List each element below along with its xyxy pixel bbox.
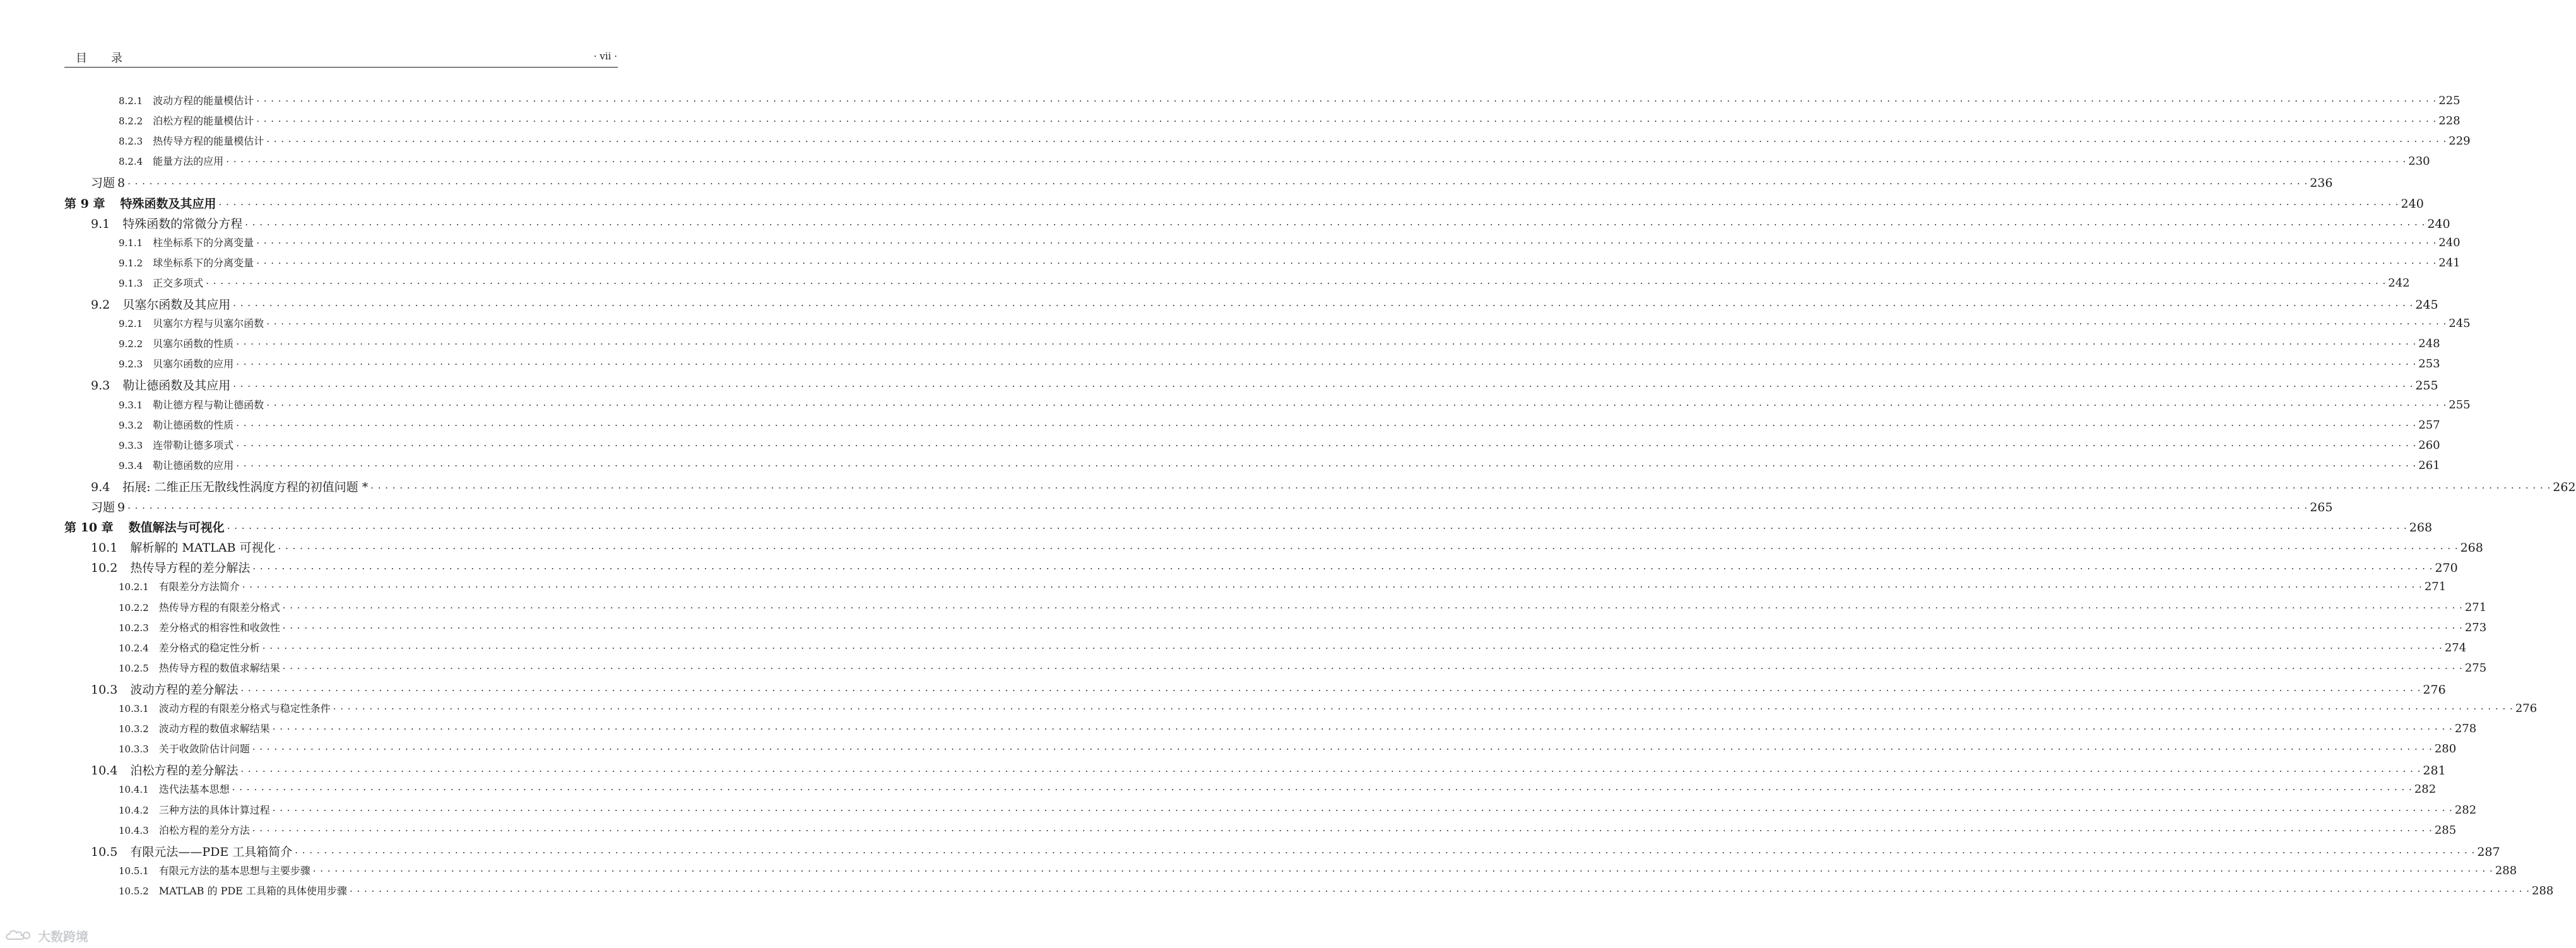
dot-leader: · · · · · · · · · · · · · · · · · · · · · · · · · · · · · · · · · · · · · · · · · · · · · · · · · · · · · · · · · · · · · · · · · · · · · · · · · · · · · · · · · · · · · · · · · · · · · · · · · · · · · · · · · · · · · · · · · · · · · · · · · · · · · · · · · · · · · · · · · · · · · · · · · · · · · · · · · · · · · · · · · · · · · · · · · · · · · · · · · · · · · · · · · · · · · · · · · · · · · · · · · · · · · · · · · · · · · · · · · · · · · · · · · · · · · · · · · · · · · · · · · · · · · · · · · · · · · · · · · · · · · · · · · · · · · · · · · · · · · · · · · · · · · · · · · · · · · · · · · · · ·	[252, 744, 2433, 755]
entry-page: 248	[2418, 337, 2440, 350]
watermark	[5, 925, 93, 944]
entry-page: 275	[2464, 661, 2487, 675]
entry-page: 280	[2434, 742, 2457, 755]
entry-number: 9.2.3	[119, 358, 143, 370]
toc-entry[interactable]	[119, 133, 2471, 150]
toc-entry[interactable]	[119, 458, 2440, 474]
toc-entry[interactable]	[119, 600, 2487, 616]
dot-leader: · · · · · · · · · · · · · · · · · · · · · · · · · · · · · · · · · · · · · · · · · · · · · · · · · · · · · · · · · · · · · · · · · · · · · · · · · · · · · · · · · · · · · · · · · · · · · · · · · · · · · · · · · · · · · · · · · · · · · · · · · · · · · · · · · · · · · · · · · · · · · · · · · · · · · · · · · · · · · · · · · · · · · · · · · · · · · · · · · · · · · · · · · · · · · · · · · · · · · · · · · · · · · · · · · · · · · · · · · · · · · · · · · · · · · · · · · · · · · · · · · · · · · · · · · · · · · · · · · · · · · · · · · · · · · · · · · · · · · · · · · · · · · · · · · · · · · · · · · · · ·	[206, 278, 2387, 289]
dot-leader: · · · · · · · · · · · · · · · · · · · · · · · · · · · · · · · · · · · · · · · · · · · · · · · · · · · · · · · · · · · · · · · · · · · · · · · · · · · · · · · · · · · · · · · · · · · · · · · · · · · · · · · · · · · · · · · · · · · · · · · · · · · · · · · · · · · · · · · · · · · · · · · · · · · · · · · · · · · · · · · · · · · · · · · · · · · · · · · · · · · · · · · · · · · · · · · · · · · · · · · · · · · · · · · · · · · · · · · · · · · · · · · · · · · · · · · · · · · · · · · · · · · · · · · · · · · · · · · · · · · · · · · · · · · · · · · · · · · · · · · · · · · · · · · · · · · · · · · · · · · ·	[236, 460, 2417, 471]
entry-page: 281	[2423, 764, 2446, 778]
entry-page: 288	[2532, 884, 2554, 898]
toc-entry[interactable]	[119, 255, 2461, 271]
entry-number: 第 9 章	[64, 197, 105, 211]
entry-page: 271	[2424, 580, 2447, 593]
entry-number: 第 10 章	[64, 521, 114, 535]
toc-entry[interactable]	[119, 822, 2457, 839]
entry-page: 278	[2454, 722, 2477, 735]
entry-title: 波动方程的数值求解结果	[158, 723, 270, 735]
entry-page: 261	[2418, 459, 2440, 472]
entry-number: 9.3.2	[119, 420, 143, 431]
toc-entry[interactable]	[91, 478, 2576, 494]
toc-entry[interactable]	[119, 356, 2440, 372]
entry-page: 271	[2464, 601, 2487, 614]
entry-page: 268	[2409, 521, 2433, 535]
toc-entry[interactable]	[119, 153, 2430, 170]
entry-title: 贝塞尔方程与贝塞尔函数	[153, 317, 264, 329]
toc-entry[interactable]	[64, 194, 2424, 211]
entry-number: 10.3.1	[119, 703, 149, 714]
entry-page: 260	[2418, 439, 2440, 452]
entry-title: 热传导方程的差分解法	[130, 561, 251, 575]
entry-number: 9.3.4	[119, 460, 143, 471]
entry-title: 正交多项式	[153, 277, 204, 289]
toc-entry[interactable]	[91, 295, 2438, 312]
entry-page: 276	[2423, 683, 2446, 697]
entry-number: 10.2.1	[119, 581, 149, 593]
dot-leader: · · · · · · · · · · · · · · · · · · · · · · · · · · · · · · · · · · · · · · · · · · · · · · · · · · · · · · · · · · · · · · · · · · · · · · · · · · · · · · · · · · · · · · · · · · · · · · · · · · · · · · · · · · · · · · · · · · · · · · · · · · · · · · · · · · · · · · · · · · · · · · · · · · · · · · · · · · · · · · · · · · · · · · · · · · · · · · · · · · · · · · · · · · · · · · · · · · · · · · · · · · · · · · · · · · · · · · · · · · · · · · · · · · · · · · · · · · · · · · · · · · · · · · · · · · · · · · · · · · · · · · · · · · · · · · · · · · · · · · · · · · · · · · · · · · · · · · · · · · · ·	[266, 136, 2447, 147]
entry-title: 泊松方程的差分方法	[158, 824, 250, 836]
toc-entry[interactable]	[91, 215, 2450, 231]
dot-leader: · · · · · · · · · · · · · · · · · · · · · · · · · · · · · · · · · · · · · · · · · · · · · · · · · · · · · · · · · · · · · · · · · · · · · · · · · · · · · · · · · · · · · · · · · · · · · · · · · · · · · · · · · · · · · · · · · · · · · · · · · · · · · · · · · · · · · · · · · · · · · · · · · · · · · · · · · · · · · · · · · · · · · · · · · · · · · · · · · · · · · · · · · · · · · · · · · · · · · · · · · · · · · · · · · · · · · · · · · · · · · · · · · · · · · · · · · · · · · · · · · · · · · · · · · · · · · · · · · · · · · · · · · · · · · · · · · · · · · · · · · · · · · · · · · · · · · · · · · · · ·	[333, 703, 2514, 714]
toc-entry[interactable]	[119, 336, 2440, 352]
dot-leader: · · · · · · · · · · · · · · · · · · · · · · · · · · · · · · · · · · · · · · · · · · · · · · · · · · · · · · · · · · · · · · · · · · · · · · · · · · · · · · · · · · · · · · · · · · · · · · · · · · · · · · · · · · · · · · · · · · · · · · · · · · · · · · · · · · · · · · · · · · · · · · · · · · · · · · · · · · · · · · · · · · · · · · · · · · · · · · · · · · · · · · · · · · · · · · · · · · · · · · · · · · · · · · · · · · · · · · · · · · · · · · · · · · · · · · · · · · · · · · · · · · · · · · · · · · · · · · · · · · · · · · · · · · · · · · · · · · · · · · · · · · · · · · · · · · · · · · · · · · · ·	[236, 440, 2417, 451]
entry-page: 276	[2515, 702, 2538, 715]
entry-number: 9.2	[91, 298, 110, 312]
dot-leader: · · · · · · · · · · · · · · · · · · · · · · · · · · · · · · · · · · · · · · · · · · · · · · · · · · · · · · · · · · · · · · · · · · · · · · · · · · · · · · · · · · · · · · · · · · · · · · · · · · · · · · · · · · · · · · · · · · · · · · · · · · · · · · · · · · · · · · · · · · · · · · · · · · · · · · · · · · · · · · · · · · · · · · · · · · · · · · · · · · · · · · · · · · · · · · · · · · · · · · · · · · · · · · · · · · · · · · · · · · · · · · · · · · · · · · · · · · · · · · · · · · · · · · · · · · · · · · · · · · · · · · · · · · · · · · · · · · · · · · · · · · · · · · · · · · · · · · · · · · · ·	[295, 847, 2476, 858]
toc-entry[interactable]	[91, 376, 2438, 393]
dot-leader: · · · · · · · · · · · · · · · · · · · · · · · · · · · · · · · · · · · · · · · · · · · · · · · · · · · · · · · · · · · · · · · · · · · · · · · · · · · · · · · · · · · · · · · · · · · · · · · · · · · · · · · · · · · · · · · · · · · · · · · · · · · · · · · · · · · · · · · · · · · · · · · · · · · · · · · · · · · · · · · · · · · · · · · · · · · · · · · · · · · · · · · · · · · · · · · · · · · · · · · · · · · · · · · · · · · · · · · · · · · · · · · · · · · · · · · · · · · · · · · · · · · · · · · · · · · · · · · · · · · · · · · · · · · · · · · · · · · · · · · · · · · · · · · · · · · · · · · · · · · ·	[266, 318, 2447, 329]
toc-entry[interactable]	[119, 721, 2477, 737]
entry-title: 特殊函数的常微分方程	[122, 217, 243, 231]
toc-entry[interactable]	[119, 781, 2437, 798]
entry-page: 282	[2414, 783, 2437, 796]
entry-page: 245	[2449, 317, 2471, 330]
entry-title: 热传导方程的能量模估计	[153, 135, 264, 147]
entry-page: 255	[2449, 398, 2471, 412]
toc-entry[interactable]	[119, 235, 2461, 251]
entry-page: 245	[2415, 298, 2438, 312]
entry-title: 三种方法的具体计算过程	[158, 804, 270, 816]
entry-number: 8.2.3	[119, 136, 143, 147]
dot-leader: · · · · · · · · · · · · · · · · · · · · · · · · · · · · · · · · · · · · · · · · · · · · · · · · · · · · · · · · · · · · · · · · · · · · · · · · · · · · · · · · · · · · · · · · · · · · · · · · · · · · · · · · · · · · · · · · · · · · · · · · · · · · · · · · · · · · · · · · · · · · · · · · · · · · · · · · · · · · · · · · · · · · · · · · · · · · · · · · · · · · · · · · · · · · · · · · · · · · · · · · · · · · · · · · · · · · · · · · · · · · · · · · · · · · · · · · · · · · · · · · · · · · · · · · · · · · · · · · · · · · · · · · · · · · · · · · · · · · · · · · · · · · · · · · · · · · · · · · · · · ·	[282, 622, 2463, 634]
toc-entry[interactable]	[64, 518, 2433, 535]
entry-page: 282	[2454, 803, 2477, 817]
dot-leader: · · · · · · · · · · · · · · · · · · · · · · · · · · · · · · · · · · · · · · · · · · · · · · · · · · · · · · · · · · · · · · · · · · · · · · · · · · · · · · · · · · · · · · · · · · · · · · · · · · · · · · · · · · · · · · · · · · · · · · · · · · · · · · · · · · · · · · · · · · · · · · · · · · · · · · · · · · · · · · · · · · · · · · · · · · · · · · · · · · · · · · · · · · · · · · · · · · · · · · · · · · · · · · · · · · · · · · · · · · · · · · · · · · · · · · · · · · · · · · · · · · · · · · · · · · · · · · · · · · · · · · · · · · · · · · · · · · · · · · · · · · · · · · · · · · · · · · · · · · · ·	[236, 338, 2417, 350]
toc-entry[interactable]	[91, 538, 2483, 555]
entry-title: 连带勒让德多项式	[153, 439, 234, 451]
entry-title: 差分格式的稳定性分析	[158, 642, 260, 654]
entry-title: 特殊函数及其应用	[120, 197, 216, 211]
header-title: 目录	[76, 52, 146, 65]
entry-title: 迭代法基本思想	[158, 783, 230, 795]
entry-number: 10.2.5	[119, 663, 149, 674]
entry-number: 9.2.2	[119, 338, 143, 350]
entry-number: 10.5.2	[119, 886, 149, 897]
entry-title: 柱坐标系下的分离变量	[153, 237, 254, 249]
entry-number: 10.2	[91, 561, 118, 575]
entry-number: 10.5.1	[119, 865, 149, 877]
dot-leader: · · · · · · · · · · · · · · · · · · · · · · · · · · · · · · · · · · · · · · · · · · · · · · · · · · · · · · · · · · · · · · · · · · · · · · · · · · · · · · · · · · · · · · · · · · · · · · · · · · · · · · · · · · · · · · · · · · · · · · · · · · · · · · · · · · · · · · · · · · · · · · · · · · · · · · · · · · · · · · · · · · · · · · · · · · · · · · · · · · · · · · · · · · · · · · · · · · · · · · · · · · · · · · · · · · · · · · · · · · · · · · · · · · · · · · · · · · · · · · · · · · · · · · · · · · · · · · · · · · · · · · · · · · · · · · · · · · · · · · · · · · · · · · · · · · · · · · · · · · · ·	[278, 543, 2459, 554]
dot-leader: · · · · · · · · · · · · · · · · · · · · · · · · · · · · · · · · · · · · · · · · · · · · · · · · · · · · · · · · · · · · · · · · · · · · · · · · · · · · · · · · · · · · · · · · · · · · · · · · · · · · · · · · · · · · · · · · · · · · · · · · · · · · · · · · · · · · · · · · · · · · · · · · · · · · · · · · · · · · · · · · · · · · · · · · · · · · · · · · · · · · · · · · · · · · · · · · · · · · · · · · · · · · · · · · · · · · · · · · · · · · · · · · · · · · · · · · · · · · · · · · · · · · · · · · · · · · · · · · · · · · · · · · · · · · · · · · · · · · · · · · · · · · · · · · · · · · · · · · · · · ·	[233, 300, 2414, 311]
entry-number: 9.1.2	[119, 258, 143, 269]
dot-leader: · · · · · · · · · · · · · · · · · · · · · · · · · · · · · · · · · · · · · · · · · · · · · · · · · · · · · · · · · · · · · · · · · · · · · · · · · · · · · · · · · · · · · · · · · · · · · · · · · · · · · · · · · · · · · · · · · · · · · · · · · · · · · · · · · · · · · · · · · · · · · · · · · · · · · · · · · · · · · · · · · · · · · · · · · · · · · · · · · · · · · · · · · · · · · · · · · · · · · · · · · · · · · · · · · · · · · · · · · · · · · · · · · · · · · · · · · · · · · · · · · · · · · · · · · · · · · · · · · · · · · · · · · · · · · · · · · · · · · · · · · · · · · · · · · · · · · · · · · · · ·	[262, 643, 2443, 654]
entry-title: 勒让德函数的应用	[153, 459, 234, 471]
entry-number: 8.2.2	[119, 116, 143, 127]
toc-entry[interactable]	[91, 843, 2500, 859]
entry-title: MATLAB 的 PDE 工具箱的具体使用步骤	[158, 885, 347, 897]
entry-page: 274	[2444, 641, 2467, 655]
entry-number: 10.4	[91, 764, 118, 778]
toc-entry[interactable]	[119, 579, 2447, 595]
dot-leader: · · · · · · · · · · · · · · · · · · · · · · · · · · · · · · · · · · · · · · · · · · · · · · · · · · · · · · · · · · · · · · · · · · · · · · · · · · · · · · · · · · · · · · · · · · · · · · · · · · · · · · · · · · · · · · · · · · · · · · · · · · · · · · · · · · · · · · · · · · · · · · · · · · · · · · · · · · · · · · · · · · · · · · · · · · · · · · · · · · · · · · · · · · · · · · · · · · · · · · · · · · · · · · · · · · · · · · · · · · · · · · · · · · · · · · · · · · · · · · · · · · · · · · · · · · · · · · · · · · · · · · · · · · · · · · · · · · · · · · · · · · · · · · · · · · · · · · · · · · · ·	[282, 602, 2463, 613]
entry-number: 10.4.3	[119, 825, 149, 836]
entry-title: 贝塞尔函数的应用	[153, 358, 234, 370]
dot-leader: · · · · · · · · · · · · · · · · · · · · · · · · · · · · · · · · · · · · · · · · · · · · · · · · · · · · · · · · · · · · · · · · · · · · · · · · · · · · · · · · · · · · · · · · · · · · · · · · · · · · · · · · · · · · · · · · · · · · · · · · · · · · · · · · · · · · · · · · · · · · · · · · · · · · · · · · · · · · · · · · · · · · · · · · · · · · · · · · · · · · · · · · · · · · · · · · · · · · · · · · · · · · · · · · · · · · · · · · · · · · · · · · · · · · · · · · · · · · · · · · · · · · · · · · · · · · · · · · · · · · · · · · · · · · · · · · · · · · · · · · · · · · · · · · · · · · · · · · · · · ·	[233, 381, 2414, 392]
entry-number: 9.1.1	[119, 237, 143, 249]
entry-number: 10.3	[91, 683, 118, 697]
dot-leader: · · · · · · · · · · · · · · · · · · · · · · · · · · · · · · · · · · · · · · · · · · · · · · · · · · · · · · · · · · · · · · · · · · · · · · · · · · · · · · · · · · · · · · · · · · · · · · · · · · · · · · · · · · · · · · · · · · · · · · · · · · · · · · · · · · · · · · · · · · · · · · · · · · · · · · · · · · · · · · · · · · · · · · · · · · · · · · · · · · · · · · · · · · · · · · · · · · · · · · · · · · · · · · · · · · · · · · · · · · · · · · · · · · · · · · · · · · · · · · · · · · · · · · · · · · · · · · · · · · · · · · · · · · · · · · · · · · · · · · · · · · · · · · · · · · · · · · · · · · · ·	[236, 358, 2417, 370]
entry-page: 257	[2418, 418, 2440, 432]
entry-title: 热传导方程的数值求解结果	[158, 662, 280, 674]
entry-page: 287	[2477, 845, 2500, 859]
entry-title: 9	[117, 501, 126, 514]
entry-page: 273	[2464, 621, 2487, 634]
entry-number: 8.2.1	[119, 95, 143, 107]
entry-number: 10.4.2	[119, 805, 149, 816]
entry-page: 240	[2438, 236, 2461, 249]
dot-leader: · · · · · · · · · · · · · · · · · · · · · · · · · · · · · · · · · · · · · · · · · · · · · · · · · · · · · · · · · · · · · · · · · · · · · · · · · · · · · · · · · · · · · · · · · · · · · · · · · · · · · · · · · · · · · · · · · · · · · · · · · · · · · · · · · · · · · · · · · · · · · · · · · · · · · · · · · · · · · · · · · · · · · · · · · · · · · · · · · · · · · · · · · · · · · · · · · · · · · · · · · · · · · · · · · · · · · · · · · · · · · · · · · · · · · · · · · · · · · · · · · · · · · · · · · · · · · · · · · · · · · · · · · · · · · · · · · · · · · · · · · · · · · · · · · · · · · · · · · · · ·	[272, 723, 2453, 735]
entry-page: 240	[2401, 197, 2424, 211]
dot-leader: · · · · · · · · · · · · · · · · · · · · · · · · · · · · · · · · · · · · · · · · · · · · · · · · · · · · · · · · · · · · · · · · · · · · · · · · · · · · · · · · · · · · · · · · · · · · · · · · · · · · · · · · · · · · · · · · · · · · · · · · · · · · · · · · · · · · · · · · · · · · · · · · · · · · · · · · · · · · · · · · · · · · · · · · · · · · · · · · · · · · · · · · · · · · · · · · · · · · · · · · · · · · · · · · · · · · · · · · · · · · · · · · · · · · · · · · · · · · · · · · · · · · · · · · · · · · · · · · · · · · · · · · · · · · · · · · · · · · · · · · · · · · · · · · · · · · · · · · · · · ·	[312, 865, 2493, 877]
toc-entry[interactable]	[119, 660, 2487, 677]
entry-number: 9.1.3	[119, 278, 143, 289]
toc-entry[interactable]	[119, 802, 2477, 819]
entry-page: 240	[2427, 217, 2450, 231]
entry-title: 数值解法与可视化	[128, 521, 225, 535]
entry-title: 泊松方程的能量模估计	[153, 115, 254, 127]
entry-title: 拓展: 二维正压无散线性涡度方程的初值问题 *	[122, 480, 369, 494]
toc-entry[interactable]	[119, 275, 2410, 292]
cloud-logo-icon	[5, 928, 33, 942]
toc-entry[interactable]	[119, 640, 2467, 656]
entry-number: 9.4	[91, 480, 110, 494]
entry-title: 勒让德方程与勒让德函数	[153, 399, 264, 411]
entry-page: 225	[2438, 94, 2461, 107]
entry-number: 9.3.1	[119, 400, 143, 411]
entry-number: 10.3.2	[119, 723, 149, 735]
dot-leader: · · · · · · · · · · · · · · · · · · · · · · · · · · · · · · · · · · · · · · · · · · · · · · · · · · · · · · · · · · · · · · · · · · · · · · · · · · · · · · · · · · · · · · · · · · · · · · · · · · · · · · · · · · · · · · · · · · · · · · · · · · · · · · · · · · · · · · · · · · · · · · · · · · · · · · · · · · · · · · · · · · · · · · · · · · · · · · · · · · · · · · · · · · · · · · · · · · · · · · · · · · · · · · · · · · · · · · · · · · · · · · · · · · · · · · · · · · · · · · · · · · · · · · · · · · · · · · · · · · · · · · · · · · · · · · · · · · · · · · · · · · · · · · · · · · · · · · · · · · · ·	[127, 502, 2308, 514]
entry-title: 波动方程的差分解法	[130, 683, 239, 697]
entry-title: 能量方法的应用	[153, 155, 224, 167]
toc-entry[interactable]	[119, 863, 2517, 879]
entry-number: 9.3	[91, 379, 110, 393]
dot-leader: · · · · · · · · · · · · · · · · · · · · · · · · · · · · · · · · · · · · · · · · · · · · · · · · · · · · · · · · · · · · · · · · · · · · · · · · · · · · · · · · · · · · · · · · · · · · · · · · · · · · · · · · · · · · · · · · · · · · · · · · · · · · · · · · · · · · · · · · · · · · · · · · · · · · · · · · · · · · · · · · · · · · · · · · · · · · · · · · · · · · · · · · · · · · · · · · · · · · · · · · · · · · · · · · · · · · · · · · · · · · · · · · · · · · · · · · · · · · · · · · · · · · · · · · · · · · · · · · · · · · · · · · · · · · · · · · · · · · · · · · · · · · · · · · · · · · · · · · · · · ·	[127, 178, 2308, 189]
dot-leader: · · · · · · · · · · · · · · · · · · · · · · · · · · · · · · · · · · · · · · · · · · · · · · · · · · · · · · · · · · · · · · · · · · · · · · · · · · · · · · · · · · · · · · · · · · · · · · · · · · · · · · · · · · · · · · · · · · · · · · · · · · · · · · · · · · · · · · · · · · · · · · · · · · · · · · · · · · · · · · · · · · · · · · · · · · · · · · · · · · · · · · · · · · · · · · · · · · · · · · · · · · · · · · · · · · · · · · · · · · · · · · · · · · · · · · · · · · · · · · · · · · · · · · · · · · · · · · · · · · · · · · · · · · · · · · · · · · · · · · · · · · · · · · · · · · · · · · · · · · · ·	[232, 784, 2413, 795]
entry-title: 勒让德函数的性质	[153, 419, 234, 431]
dot-leader: · · · · · · · · · · · · · · · · · · · · · · · · · · · · · · · · · · · · · · · · · · · · · · · · · · · · · · · · · · · · · · · · · · · · · · · · · · · · · · · · · · · · · · · · · · · · · · · · · · · · · · · · · · · · · · · · · · · · · · · · · · · · · · · · · · · · · · · · · · · · · · · · · · · · · · · · · · · · · · · · · · · · · · · · · · · · · · · · · · · · · · · · · · · · · · · · · · · · · · · · · · · · · · · · · · · · · · · · · · · · · · · · · · · · · · · · · · · · · · · · · · · · · · · · · · · · · · · · · · · · · · · · · · · · · · · · · · · · · · · · · · · · · · · · · · · · · · · · · · · ·	[245, 219, 2426, 230]
entry-page: 253	[2418, 357, 2440, 370]
entry-title: 波动方程的有限差分格式与稳定性条件	[158, 702, 331, 714]
entry-number: 9.2.1	[119, 318, 143, 329]
toc-entry[interactable]	[119, 883, 2554, 899]
entry-page: 285	[2434, 824, 2457, 837]
entry-page: 241	[2438, 256, 2461, 270]
entry-page: 265	[2310, 501, 2333, 514]
toc-entry[interactable]	[119, 620, 2487, 636]
toc-entry[interactable]	[119, 397, 2471, 413]
entry-number: 习题	[91, 501, 115, 514]
entry-number: 8.2.4	[119, 156, 143, 167]
entry-page: 236	[2310, 176, 2333, 190]
dot-leader: · · · · · · · · · · · · · · · · · · · · · · · · · · · · · · · · · · · · · · · · · · · · · · · · · · · · · · · · · · · · · · · · · · · · · · · · · · · · · · · · · · · · · · · · · · · · · · · · · · · · · · · · · · · · · · · · · · · · · · · · · · · · · · · · · · · · · · · · · · · · · · · · · · · · · · · · · · · · · · · · · · · · · · · · · · · · · · · · · · · · · · · · · · · · · · · · · · · · · · · · · · · · · · · · · · · · · · · · · · · · · · · · · · · · · · · · · · · · · · · · · · · · · · · · · · · · · · · · · · · · · · · · · · · · · · · · · · · · · · · · · · · · · · · · · · · · · · · · · · · ·	[349, 886, 2531, 897]
dot-leader: · · · · · · · · · · · · · · · · · · · · · · · · · · · · · · · · · · · · · · · · · · · · · · · · · · · · · · · · · · · · · · · · · · · · · · · · · · · · · · · · · · · · · · · · · · · · · · · · · · · · · · · · · · · · · · · · · · · · · · · · · · · · · · · · · · · · · · · · · · · · · · · · · · · · · · · · · · · · · · · · · · · · · · · · · · · · · · · · · · · · · · · · · · · · · · · · · · · · · · · · · · · · · · · · · · · · · · · · · · · · · · · · · · · · · · · · · · · · · · · · · · · · · · · · · · · · · · · · · · · · · · · · · · · · · · · · · · · · · · · · · · · · · · · · · · · · · · · · · · · ·	[240, 685, 2421, 696]
entry-title: 贝塞尔函数的性质	[153, 338, 234, 350]
toc-entry[interactable]	[119, 701, 2538, 717]
entry-number: 10.4.1	[119, 784, 149, 795]
toc-entry[interactable]	[119, 437, 2440, 454]
entry-page: 230	[2408, 155, 2430, 168]
toc-entry[interactable]	[91, 680, 2446, 697]
entry-page: 255	[2415, 379, 2438, 393]
dot-leader: · · · · · · · · · · · · · · · · · · · · · · · · · · · · · · · · · · · · · · · · · · · · · · · · · · · · · · · · · · · · · · · · · · · · · · · · · · · · · · · · · · · · · · · · · · · · · · · · · · · · · · · · · · · · · · · · · · · · · · · · · · · · · · · · · · · · · · · · · · · · · · · · · · · · · · · · · · · · · · · · · · · · · · · · · · · · · · · · · · · · · · · · · · · · · · · · · · · · · · · · · · · · · · · · · · · · · · · · · · · · · · · · · · · · · · · · · · · · · · · · · · · · · · · · · · · · · · · · · · · · · · · · · · · · · · · · · · · · · · · · · · · · · · · · · · · · · · · · · · · ·	[252, 563, 2433, 574]
dot-leader: · · · · · · · · · · · · · · · · · · · · · · · · · · · · · · · · · · · · · · · · · · · · · · · · · · · · · · · · · · · · · · · · · · · · · · · · · · · · · · · · · · · · · · · · · · · · · · · · · · · · · · · · · · · · · · · · · · · · · · · · · · · · · · · · · · · · · · · · · · · · · · · · · · · · · · · · · · · · · · · · · · · · · · · · · · · · · · · · · · · · · · · · · · · · · · · · · · · · · · · · · · · · · · · · · · · · · · · · · · · · · · · · · · · · · · · · · · · · · · · · · · · · · · · · · · · · · · · · · · · · · · · · · · · · · · · · · · · · · · · · · · · · · · · · · · · · · · · · · · · ·	[256, 258, 2437, 269]
entry-page: 229	[2449, 134, 2471, 148]
watermark-text: 大数跨境	[38, 929, 88, 944]
entry-page: 270	[2435, 561, 2458, 575]
entry-number: 习题	[91, 176, 115, 190]
dot-leader: · · · · · · · · · · · · · · · · · · · · · · · · · · · · · · · · · · · · · · · · · · · · · · · · · · · · · · · · · · · · · · · · · · · · · · · · · · · · · · · · · · · · · · · · · · · · · · · · · · · · · · · · · · · · · · · · · · · · · · · · · · · · · · · · · · · · · · · · · · · · · · · · · · · · · · · · · · · · · · · · · · · · · · · · · · · · · · · · · · · · · · · · · · · · · · · · · · · · · · · · · · · · · · · · · · · · · · · · · · · · · · · · · · · · · · · · · · · · · · · · · · · · · · · · · · · · · · · · · · · · · · · · · · · · · · · · · · · · · · · · · · · · · · · · · · · · · · · · · · · ·	[282, 663, 2463, 674]
toc-entry[interactable]	[91, 559, 2458, 575]
entry-title: 波动方程的能量模估计	[153, 95, 254, 107]
entry-title: 有限元法——PDE 工具箱简介	[130, 845, 293, 859]
entry-title: 有限差分方法简介	[158, 581, 240, 593]
entry-page: 262	[2553, 480, 2576, 494]
entry-number: 10.2.2	[119, 602, 149, 613]
entry-title: 勒让德函数及其应用	[122, 379, 231, 393]
toc-entry[interactable]	[91, 761, 2446, 778]
dot-leader: · · · · · · · · · · · · · · · · · · · · · · · · · · · · · · · · · · · · · · · · · · · · · · · · · · · · · · · · · · · · · · · · · · · · · · · · · · · · · · · · · · · · · · · · · · · · · · · · · · · · · · · · · · · · · · · · · · · · · · · · · · · · · · · · · · · · · · · · · · · · · · · · · · · · · · · · · · · · · · · · · · · · · · · · · · · · · · · · · · · · · · · · · · · · · · · · · · · · · · · · · · · · · · · · · · · · · · · · · · · · · · · · · · · · · · · · · · · · · · · · · · · · · · · · · · · · · · · · · · · · · · · · · · · · · · · · · · · · · · · · · · · · · · · · · · · · · · · · · · · ·	[252, 825, 2433, 836]
entry-number: 9.1	[91, 217, 110, 231]
page-number: · vii ·	[593, 50, 617, 62]
entry-number: 10.2.3	[119, 622, 149, 634]
entry-number: 9.3.3	[119, 440, 143, 451]
toc-entry[interactable]	[119, 316, 2471, 332]
entry-page: 228	[2438, 114, 2461, 127]
dot-leader: · · · · · · · · · · · · · · · · · · · · · · · · · · · · · · · · · · · · · · · · · · · · · · · · · · · · · · · · · · · · · · · · · · · · · · · · · · · · · · · · · · · · · · · · · · · · · · · · · · · · · · · · · · · · · · · · · · · · · · · · · · · · · · · · · · · · · · · · · · · · · · · · · · · · · · · · · · · · · · · · · · · · · · · · · · · · · · · · · · · · · · · · · · · · · · · · · · · · · · · · · · · · · · · · · · · · · · · · · · · · · · · · · · · · · · · · · · · · · · · · · · · · · · · · · · · · · · · · · · · · · · · · · · · · · · · · · · · · · · · · · · · · · · · · · · · · · · · · · · · ·	[266, 400, 2447, 411]
dot-leader: · · · · · · · · · · · · · · · · · · · · · · · · · · · · · · · · · · · · · · · · · · · · · · · · · · · · · · · · · · · · · · · · · · · · · · · · · · · · · · · · · · · · · · · · · · · · · · · · · · · · · · · · · · · · · · · · · · · · · · · · · · · · · · · · · · · · · · · · · · · · · · · · · · · · · · · · · · · · · · · · · · · · · · · · · · · · · · · · · · · · · · · · · · · · · · · · · · · · · · · · · · · · · · · · · · · · · · · · · · · · · · · · · · · · · · · · · · · · · · · · · · · · · · · · · · · · · · · · · · · · · · · · · · · · · · · · · · · · · · · · · · · · · · · · · · · · · · · · · · · ·	[227, 523, 2408, 534]
entry-title: 解析解的 MATLAB 可视化	[130, 541, 276, 555]
toc-entry[interactable]	[119, 93, 2461, 109]
toc-entry[interactable]	[119, 417, 2440, 434]
dot-leader: · · · · · · · · · · · · · · · · · · · · · · · · · · · · · · · · · · · · · · · · · · · · · · · · · · · · · · · · · · · · · · · · · · · · · · · · · · · · · · · · · · · · · · · · · · · · · · · · · · · · · · · · · · · · · · · · · · · · · · · · · · · · · · · · · · · · · · · · · · · · · · · · · · · · · · · · · · · · · · · · · · · · · · · · · · · · · · · · · · · · · · · · · · · · · · · · · · · · · · · · · · · · · · · · · · · · · · · · · · · · · · · · · · · · · · · · · · · · · · · · · · · · · · · · · · · · · · · · · · · · · · · · · · · · · · · · · · · · · · · · · · · · · · · · · · · · · · · · · · · ·	[218, 199, 2399, 210]
dot-leader: · · · · · · · · · · · · · · · · · · · · · · · · · · · · · · · · · · · · · · · · · · · · · · · · · · · · · · · · · · · · · · · · · · · · · · · · · · · · · · · · · · · · · · · · · · · · · · · · · · · · · · · · · · · · · · · · · · · · · · · · · · · · · · · · · · · · · · · · · · · · · · · · · · · · · · · · · · · · · · · · · · · · · · · · · · · · · · · · · · · · · · · · · · · · · · · · · · · · · · · · · · · · · · · · · · · · · · · · · · · · · · · · · · · · · · · · · · · · · · · · · · · · · · · · · · · · · · · · · · · · · · · · · · · · · · · · · · · · · · · · · · · · · · · · · · · · · · · · · · · ·	[240, 766, 2421, 777]
entry-title: 热传导方程的有限差分格式	[158, 601, 280, 613]
toc-entry[interactable]	[119, 113, 2461, 129]
entry-number: 10.5	[91, 845, 118, 859]
dot-leader: · · · · · · · · · · · · · · · · · · · · · · · · · · · · · · · · · · · · · · · · · · · · · · · · · · · · · · · · · · · · · · · · · · · · · · · · · · · · · · · · · · · · · · · · · · · · · · · · · · · · · · · · · · · · · · · · · · · · · · · · · · · · · · · · · · · · · · · · · · · · · · · · · · · · · · · · · · · · · · · · · · · · · · · · · · · · · · · · · · · · · · · · · · · · · · · · · · · · · · · · · · · · · · · · · · · · · · · · · · · · · · · · · · · · · · · · · · · · · · · · · · · · · · · · · · · · · · · · · · · · · · · · · · · · · · · · · · · · · · · · · · · · · · · · · · · · · · · · · · · ·	[256, 116, 2437, 127]
dot-leader: · · · · · · · · · · · · · · · · · · · · · · · · · · · · · · · · · · · · · · · · · · · · · · · · · · · · · · · · · · · · · · · · · · · · · · · · · · · · · · · · · · · · · · · · · · · · · · · · · · · · · · · · · · · · · · · · · · · · · · · · · · · · · · · · · · · · · · · · · · · · · · · · · · · · · · · · · · · · · · · · · · · · · · · · · · · · · · · · · · · · · · · · · · · · · · · · · · · · · · · · · · · · · · · · · · · · · · · · · · · · · · · · · · · · · · · · · · · · · · · · · · · · · · · · · · · · · · · · · · · · · · · · · · · · · · · · · · · · · · · · · · · · · · · · · · · · · · · · · · · ·	[256, 95, 2437, 107]
entry-page: 268	[2460, 541, 2483, 555]
dot-leader: · · · · · · · · · · · · · · · · · · · · · · · · · · · · · · · · · · · · · · · · · · · · · · · · · · · · · · · · · · · · · · · · · · · · · · · · · · · · · · · · · · · · · · · · · · · · · · · · · · · · · · · · · · · · · · · · · · · · · · · · · · · · · · · · · · · · · · · · · · · · · · · · · · · · · · · · · · · · · · · · · · · · · · · · · · · · · · · · · · · · · · · · · · · · · · · · · · · · · · · · · · · · · · · · · · · · · · · · · · · · · · · · · · · · · · · · · · · · · · · · · · · · · · · · · · · · · · · · · · · · · · · · · · · · · · · · · · · · · · · · · · · · · · · · · · · · · · · · · · · ·	[370, 482, 2551, 494]
entry-title: 泊松方程的差分解法	[130, 764, 239, 778]
dot-leader: · · · · · · · · · · · · · · · · · · · · · · · · · · · · · · · · · · · · · · · · · · · · · · · · · · · · · · · · · · · · · · · · · · · · · · · · · · · · · · · · · · · · · · · · · · · · · · · · · · · · · · · · · · · · · · · · · · · · · · · · · · · · · · · · · · · · · · · · · · · · · · · · · · · · · · · · · · · · · · · · · · · · · · · · · · · · · · · · · · · · · · · · · · · · · · · · · · · · · · · · · · · · · · · · · · · · · · · · · · · · · · · · · · · · · · · · · · · · · · · · · · · · · · · · · · · · · · · · · · · · · · · · · · · · · · · · · · · · · · · · · · · · · · · · · · · · · · · · · · · ·	[272, 805, 2453, 816]
toc-entry[interactable]	[119, 741, 2457, 757]
dot-leader: · · · · · · · · · · · · · · · · · · · · · · · · · · · · · · · · · · · · · · · · · · · · · · · · · · · · · · · · · · · · · · · · · · · · · · · · · · · · · · · · · · · · · · · · · · · · · · · · · · · · · · · · · · · · · · · · · · · · · · · · · · · · · · · · · · · · · · · · · · · · · · · · · · · · · · · · · · · · · · · · · · · · · · · · · · · · · · · · · · · · · · · · · · · · · · · · · · · · · · · · · · · · · · · · · · · · · · · · · · · · · · · · · · · · · · · · · · · · · · · · · · · · · · · · · · · · · · · · · · · · · · · · · · · · · · · · · · · · · · · · · · · · · · · · · · · · · · · · · · · ·	[256, 237, 2437, 249]
dot-leader: · · · · · · · · · · · · · · · · · · · · · · · · · · · · · · · · · · · · · · · · · · · · · · · · · · · · · · · · · · · · · · · · · · · · · · · · · · · · · · · · · · · · · · · · · · · · · · · · · · · · · · · · · · · · · · · · · · · · · · · · · · · · · · · · · · · · · · · · · · · · · · · · · · · · · · · · · · · · · · · · · · · · · · · · · · · · · · · · · · · · · · · · · · · · · · · · · · · · · · · · · · · · · · · · · · · · · · · · · · · · · · · · · · · · · · · · · · · · · · · · · · · · · · · · · · · · · · · · · · · · · · · · · · · · · · · · · · · · · · · · · · · · · · · · · · · · · · · · · · · ·	[242, 581, 2423, 593]
dot-leader: · · · · · · · · · · · · · · · · · · · · · · · · · · · · · · · · · · · · · · · · · · · · · · · · · · · · · · · · · · · · · · · · · · · · · · · · · · · · · · · · · · · · · · · · · · · · · · · · · · · · · · · · · · · · · · · · · · · · · · · · · · · · · · · · · · · · · · · · · · · · · · · · · · · · · · · · · · · · · · · · · · · · · · · · · · · · · · · · · · · · · · · · · · · · · · · · · · · · · · · · · · · · · · · · · · · · · · · · · · · · · · · · · · · · · · · · · · · · · · · · · · · · · · · · · · · · · · · · · · · · · · · · · · · · · · · · · · · · · · · · · · · · · · · · · · · · · · · · · · · ·	[236, 420, 2417, 431]
entry-number: 10.2.4	[119, 643, 149, 654]
entry-number: 10.1	[91, 541, 118, 555]
entry-title: 贝塞尔函数及其应用	[122, 298, 231, 312]
entry-page: 288	[2495, 864, 2517, 877]
entry-page: 242	[2388, 276, 2410, 290]
dot-leader: · · · · · · · · · · · · · · · · · · · · · · · · · · · · · · · · · · · · · · · · · · · · · · · · · · · · · · · · · · · · · · · · · · · · · · · · · · · · · · · · · · · · · · · · · · · · · · · · · · · · · · · · · · · · · · · · · · · · · · · · · · · · · · · · · · · · · · · · · · · · · · · · · · · · · · · · · · · · · · · · · · · · · · · · · · · · · · · · · · · · · · · · · · · · · · · · · · · · · · · · · · · · · · · · · · · · · · · · · · · · · · · · · · · · · · · · · · · · · · · · · · · · · · · · · · · · · · · · · · · · · · · · · · · · · · · · · · · · · · · · · · · · · · · · · · · · · · · · · · · ·	[226, 156, 2407, 167]
entry-title: 关于收敛阶估计问题	[158, 743, 250, 755]
entry-title: 差分格式的相容性和收敛性	[158, 622, 280, 634]
toc-entry[interactable]	[91, 498, 2333, 514]
toc-entry[interactable]	[91, 174, 2333, 190]
entry-title: 有限元方法的基本思想与主要步骤	[158, 865, 310, 877]
entry-title: 球坐标系下的分离变量	[153, 257, 254, 269]
entry-number: 10.3.3	[119, 744, 149, 755]
entry-title: 8	[117, 176, 126, 190]
